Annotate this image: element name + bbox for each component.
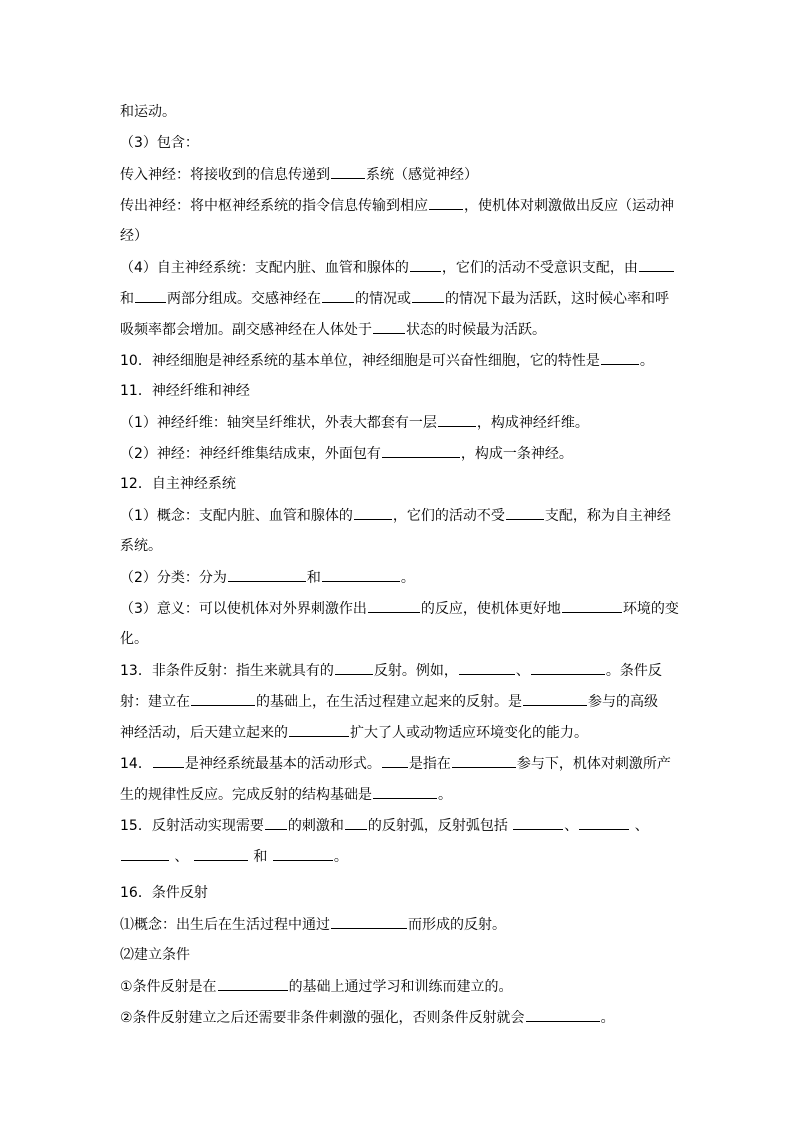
text: 参与的高级 — [588, 694, 658, 710]
text: 。 — [639, 353, 654, 369]
text: （1）神经纤维：轴突呈纤维状，外表大都套有一层 — [120, 415, 437, 431]
text: ，它们的活动不受 — [392, 508, 505, 524]
answer-blank[interactable] — [382, 754, 408, 768]
text: 而形成的反射。 — [408, 917, 506, 933]
text: 11．神经纤维和神经 — [120, 383, 250, 399]
answer-blank[interactable] — [194, 847, 248, 861]
answer-blank[interactable] — [438, 413, 476, 427]
text: 15．反射活动实现需要 — [120, 818, 264, 834]
text: （3）意义：可以使机体对外界刺激作出 — [120, 601, 367, 617]
answer-blank[interactable] — [331, 165, 365, 179]
text-line — [120, 661, 680, 680]
text-line — [120, 1008, 680, 1027]
text-line — [120, 413, 680, 432]
text-line — [120, 475, 680, 493]
answer-blank[interactable] — [526, 1008, 600, 1022]
text: 的情况下最为活跃，这时候心率和呼 — [445, 291, 669, 307]
text: 、 — [170, 849, 193, 865]
answer-blank[interactable] — [121, 847, 169, 861]
text-line — [120, 915, 680, 934]
answer-blank[interactable] — [452, 754, 516, 768]
text: 的基础上通过学习和训练而建立的。 — [288, 979, 513, 995]
text: 12．自主神经系统 — [120, 476, 236, 492]
answer-blank[interactable] — [410, 258, 441, 272]
text: 。条件反 — [605, 663, 662, 679]
text-line — [120, 289, 680, 308]
answer-blank[interactable] — [289, 723, 349, 737]
text: 14． — [120, 756, 152, 772]
text: 系统（感觉神经） — [366, 167, 478, 183]
text: 传入神经：将接收到的信息传递到 — [120, 167, 330, 183]
answer-blank[interactable] — [639, 258, 674, 272]
text: 10．神经细胞是神经系统的基本单位，神经细胞是可兴奋性细胞，它的特性是 — [120, 353, 600, 369]
answer-blank[interactable] — [579, 816, 629, 830]
text: 系统。 — [120, 538, 162, 554]
answer-blank[interactable] — [153, 754, 184, 768]
text: 和 — [306, 570, 321, 586]
answer-blank[interactable] — [506, 506, 544, 520]
text-line — [120, 506, 680, 525]
text-line — [120, 537, 680, 555]
text-line — [120, 884, 680, 902]
text: ②条件反射建立之后还需要非条件刺激的强化，否则条件反射就会 — [120, 1010, 525, 1026]
answer-blank[interactable] — [373, 785, 437, 799]
text-line — [120, 165, 680, 184]
text-line — [120, 320, 680, 339]
text: 环境的变 — [622, 601, 679, 617]
answer-blank[interactable] — [601, 351, 639, 365]
answer-blank[interactable] — [412, 289, 444, 303]
text-line — [120, 196, 680, 215]
text: 扩大了人或动物适应环境变化的能力。 — [350, 725, 588, 741]
answer-blank[interactable] — [429, 196, 463, 210]
text: 是指在 — [408, 756, 451, 772]
answer-blank[interactable] — [273, 847, 333, 861]
text: 。 — [438, 787, 452, 803]
text: （2）分类：分为 — [120, 570, 227, 586]
text-line — [120, 754, 680, 773]
text: 、 — [564, 818, 579, 834]
text: 吸频率都会增加。副交感神经在人体处于 — [120, 322, 372, 338]
answer-blank[interactable] — [322, 289, 354, 303]
text: ，它们的活动不受意识支配，由 — [441, 260, 638, 276]
text: 参与下，机体对刺激所产 — [516, 756, 671, 772]
text: ⑵建立条件 — [120, 947, 190, 963]
text: 的反射弧，反射弧包括 — [367, 818, 513, 834]
answer-blank[interactable] — [459, 661, 515, 675]
text-line — [120, 946, 680, 964]
text-line — [120, 258, 680, 277]
answer-blank[interactable] — [191, 692, 255, 706]
text: 化。 — [120, 631, 148, 647]
text: 生的规律性反应。完成反射的结构基础是 — [120, 787, 372, 803]
text: 是神经系统最基本的活动形式。 — [184, 756, 381, 772]
text: （4）自主神经系统：支配内脏、血管和腺体的 — [120, 260, 409, 276]
text: 的情况或 — [355, 291, 411, 307]
answer-blank[interactable] — [531, 661, 605, 675]
text: ，构成神经纤维。 — [476, 415, 589, 431]
answer-blank[interactable] — [265, 816, 287, 830]
text: 。 — [333, 849, 348, 865]
text: ，构成一条神经。 — [460, 446, 573, 462]
answer-blank[interactable] — [382, 444, 460, 458]
text-line — [120, 444, 680, 463]
text-line — [120, 785, 680, 804]
text: （3）包含： — [120, 135, 199, 151]
text: 的刺激和 — [287, 818, 344, 834]
text: 和运动。 — [120, 104, 176, 120]
text-line — [120, 134, 680, 152]
text: 。 — [400, 570, 415, 586]
text: 反射。例如， — [373, 663, 458, 679]
text-line — [120, 630, 680, 648]
text: 传出神经：将中枢神经系统的指令信息传输到相应 — [120, 198, 428, 214]
text: 经） — [120, 228, 148, 244]
text-line — [120, 816, 680, 835]
text-line — [120, 847, 680, 866]
answer-blank[interactable] — [218, 977, 288, 991]
text: （2）神经：神经纤维集结成束，外面包有 — [120, 446, 381, 462]
text: 支配，称为自主神经 — [544, 508, 671, 524]
answer-blank[interactable] — [345, 816, 367, 830]
text: （1）概念：支配内脏、血管和腺体的 — [120, 508, 353, 524]
answer-blank[interactable] — [562, 599, 622, 613]
text: 16．条件反射 — [120, 885, 208, 901]
text-line — [120, 977, 680, 996]
text: 、 — [630, 818, 649, 834]
answer-blank[interactable] — [322, 568, 400, 582]
text-line — [120, 227, 680, 245]
answer-blank[interactable] — [354, 506, 392, 520]
text: 、 — [515, 663, 530, 679]
answer-blank[interactable] — [135, 289, 166, 303]
text-line — [120, 103, 680, 121]
text-line — [120, 599, 680, 618]
answer-blank[interactable] — [368, 599, 420, 613]
text: 的反应，使机体更好地 — [420, 601, 561, 617]
text: 。 — [600, 1010, 615, 1026]
text-line — [120, 351, 680, 370]
text-line — [120, 568, 680, 587]
answer-blank[interactable] — [513, 816, 563, 830]
text: 和 — [120, 291, 134, 307]
text: ，使机体对刺激做出反应（运动神 — [464, 198, 674, 214]
text: 两部分组成。交感神经在 — [167, 291, 321, 307]
answer-blank[interactable] — [335, 661, 373, 675]
answer-blank[interactable] — [373, 320, 405, 334]
answer-blank[interactable] — [228, 568, 306, 582]
text: 13．非条件反射：指生来就具有的 — [120, 663, 334, 679]
text-line — [120, 692, 680, 711]
text-line — [120, 382, 680, 400]
text: 和 — [248, 849, 272, 865]
text: ⑴概念：出生后在生活过程中通过 — [120, 917, 330, 933]
answer-blank[interactable] — [523, 692, 587, 706]
text: 射：建立在 — [120, 694, 190, 710]
text: 的基础上，在生活过程建立起来的反射。是 — [256, 694, 522, 710]
answer-blank[interactable] — [331, 915, 407, 929]
text: 神经活动，后天建立起来的 — [120, 725, 288, 741]
text: 状态的时候最为活跃。 — [406, 322, 546, 338]
text: ①条件反射是在 — [120, 979, 217, 995]
text-line — [120, 723, 680, 742]
